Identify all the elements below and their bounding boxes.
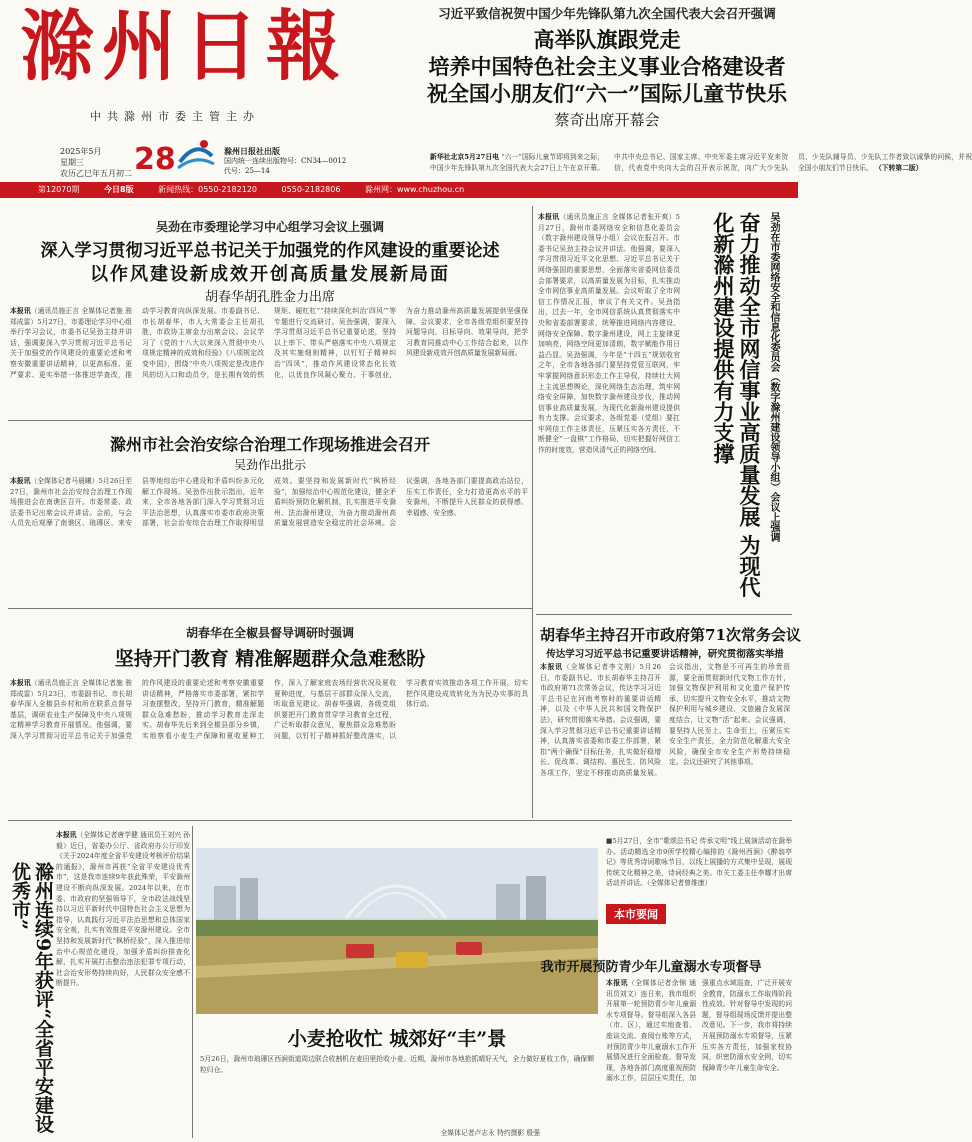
top-story-headline-1: 高举队旗跟党走 — [533, 27, 681, 52]
publisher-info — [224, 146, 346, 176]
safety-story-body — [56, 830, 190, 1136]
drowning-headline: 我市开展预防青少年儿童溺水专项督导 — [540, 960, 762, 975]
story4-headline: 胡春华主持召开市政府第71次常务会议 — [540, 626, 801, 644]
story3-body — [10, 678, 528, 810]
side-story-text: （通讯员施正言 全媒体记者张开爽）5月27日，滁州市委网络安全和信息化委员会（数字滁州建设领导小组）会议在报召开。市委书记吴劲主持会议并讲话。他强调，要深入学习贯彻习近平文化思想、习近平总书记关于网络强国的重要思想，全面落实省委网信委员会部署要求，以高质量发展为目标，扎实推动全市网信事业高质量发展。会议听取了全市网信工作情况汇报，审议了有关文件。吴劲指出，过去一年，全市网信系统认真贯彻落实中央和省委部署要求，统筹推进网络内容建设、网络安全保障、数字滁州建设，网上主旋律更加响亮，网络空间更加清朗，数字赋能作用日益凸显。吴劲强调，今年是“十四五”规划收官之年，全市各地各部门要坚持党管互联网，牢牢掌握网络意识形态工作主导权，持续壮大网上主流思想舆论，深化网络生态治理，筑牢网络安全屏障，加快数字滁州建设步伐，推动网信事业高质量发展，为现代化新滁州建设提供有力支撑。会议要求，各级党委（党组）要扛牢网信工作主体责任，压紧压实各方责任，不断健全“一盘棋”工作格局，切实把握好网信工作的时度效，营造风清气正的网络空间。 — [538, 213, 680, 455]
side-story-kicker: 吴劲在市委网络安全和信息化委员会（数字滁州建设领导小组）会议上强调 — [768, 212, 779, 542]
newspaper-logo: 滁州日報 — [20, 2, 348, 92]
local-news-snippet — [606, 836, 792, 900]
publisher-cn: 国内统一连续出版物号：CN34—0012 — [224, 157, 347, 165]
photo-caption: 5月26日，滁州市琅琊区西涧街道周边联合收割机在麦田里抢收小麦。近期，滁州市各地抢抓晴好天气，全力做好夏收工作，确保颗粒归仓。 — [200, 1055, 594, 1074]
divider — [8, 608, 532, 609]
local-snippet-byline: （全媒体记者曾维康） — [646, 879, 712, 888]
drowning-byline: 本报讯 — [606, 979, 628, 987]
continued-note[interactable]: （下转第二版） — [874, 163, 923, 172]
story3-byline: 本报讯 — [10, 679, 31, 687]
top-story-subhead: 蔡奇出席开幕会 — [554, 111, 660, 129]
safety-story-byline: 本报讯 — [56, 831, 77, 839]
story1-subhead: 胡春华胡孔胜金力出席 — [204, 290, 335, 305]
issue-day: 28 — [134, 142, 176, 177]
local-snippet-text: ■5月27日，全市“歌颂总书记 传承文明”线上展演活动在滁举办。活动精选全市9所学校精心编排的《滁州西涧》《醉翁亭记》等优秀诗词歌咏节目，以线上展播的方式集中呈现，展现传统文化精神之美，诗词经典之美。市关工委主任李耀才出席活动并讲话。 — [606, 837, 792, 888]
info-bar — [0, 182, 798, 198]
publisher-name: 滁州日报社出版 — [224, 146, 280, 156]
wheat-harvest-photo — [196, 848, 598, 1014]
top-story-body — [430, 152, 972, 176]
photo-credit: 全媒体记者卢志永 特约摄影 殷强 — [440, 1129, 540, 1137]
side-story-headline: 奋力推动全市网信事业高质量发展 为现代化新滁州建设提供有力支撑 — [711, 212, 762, 598]
story1-body — [10, 306, 528, 410]
date-lunar: 农历乙巳年五月初二 — [60, 169, 132, 178]
story2-body — [10, 476, 528, 596]
column-divider — [192, 826, 193, 1138]
story3-kicker: 胡春华在全椒县督导调研时强调 — [185, 626, 354, 640]
emblem-icon — [176, 136, 216, 172]
harvest-scene-image — [196, 848, 598, 1014]
story1-headline-2: 以作风建设新成效开创高质量发展新局面 — [90, 264, 450, 285]
divider — [8, 820, 792, 821]
side-story-body — [538, 212, 680, 610]
divider — [536, 614, 792, 615]
issue-date — [60, 146, 132, 179]
issue-number: 第12070期 — [38, 185, 80, 194]
story2-subhead: 吴劲作出批示 — [233, 458, 306, 472]
story3-headline: 坚持开门教育 精准解题群众急难愁盼 — [114, 648, 426, 670]
safety-story-headline: 滁州连续9年获评“全省平安建设优秀市” — [9, 862, 54, 1134]
side-story-byline: 本报讯 — [538, 213, 560, 221]
story4-byline: 本报讯 — [540, 663, 563, 671]
top-story-text: “六一”国际儿童节即将到来之际，中国少年先锋队第九次全国代表大会27日上午在京开幕。中共中央总书记、国家主席、中央军委主席习近平发来贺信，代表党中央向大会的召开表示祝贺，向广大少先队员、少先队辅导员、少先队工作者致以诚挚的问候，并祝全国小朋友们节日快乐。 — [430, 153, 972, 172]
divider — [8, 420, 532, 421]
date-year-month: 2025年5月 — [60, 147, 102, 156]
masthead-motto: 中共滁州市委主管主办 — [90, 110, 260, 123]
drowning-body — [606, 978, 792, 1136]
publisher-code: 代号：25—14 — [224, 167, 270, 175]
hotline-phones: 0550-2182806 — [281, 185, 341, 194]
column-divider — [532, 206, 533, 818]
news-hotline: 新闻热线：0550-2182120 — [158, 185, 257, 194]
local-news-banner: 本市要闻 — [606, 904, 666, 924]
story1-text: （通讯员施正言 全媒体记者施 骏 郑成雷）5月27日，市委理论学习中心组举行学习会议，市委书记吴劲主持并讲话，强调要深入学习贯彻习近平总书记关于加强党的作风建设的重要论述和考察安徽重要讲话精神，以更高标准、更严要求、更实举措一体推进学查改，推动学习教育向纵深发展。市委副书记、市长胡春华，市人大常委会主任胡孔胜，市政协主席金力出席会议。会议学习了《党的十八大以来深入贯彻中央八项规定精神的成效和经验》《八项规定改变中国》，围绕“中央八项规定是改进作风的切入口和动员令，是长期有效的铁规矩、硬杠杠”“持续深化纠治‘四风’”等专题进行交流研讨。吴劲强调，要深入学习贯彻习近平总书记重要论述，坚持以上率下、带头严格落实中央八项规定及其实施细则精神，以钉钉子精神纠治“四风”，推动作风建设常态化长效化，以优良作风凝心聚力、干事创业，为奋力推动滁州高质量发展提供坚强保障。会议要求，全市各级党组织要坚持问题导向、目标导向、效果导向，把学习教育同推动中心工作结合起来，以作风建设新成效开创高质量发展新局面。 — [10, 307, 528, 379]
story4-subhead: 传达学习习近平总书记重要讲话精神，研究贯彻落实举措 — [546, 649, 784, 660]
story2-text: （全媒体记者马晨曦）5月26日至27日，滁州市社会治安综合治理工作现场推进会在南谯区召开。市委常委、政法委书记出席会议并讲话。会前，与会人员先后观摩了南谯区、琅琊区、来安县等地综治中心建设和矛盾纠纷多元化解工作现场。吴劲作出批示指出，近年来，全市各地各部门深入学习贯彻习近平法治思想，认真落实市委市政府决策部署，社会治安综合治理工作取得明显成效。要坚持和发展新时代“枫桥经验”，加强综治中心规范化建设，健全矛盾纠纷预防化解机制，扎实推进平安滁州、法治滁州建设，为奋力推动滁州高质量发展营造安全稳定的社会环境。会议强调，各地各部门要提高政治站位，压实工作责任，全力打造更高水平的平安滁州，不断提升人民群众的获得感、幸福感、安全感。 — [10, 477, 528, 528]
date-weekday: 星期三 — [60, 158, 84, 167]
top-story-kicker: 习近平致信祝贺中国少年先锋队第九次全国代表大会召开强调 — [438, 6, 776, 21]
story2-byline: 本报讯 — [10, 477, 31, 485]
top-story-headline-3: 祝全国小朋友们“六一”国际儿童节快乐 — [426, 81, 788, 106]
website-link[interactable]: 滁州网：www.chuzhou.cn — [364, 185, 465, 194]
drowning-text: （全媒体记者余锦 通讯员刘文）连日来，我市组织开展第一轮预防青少年儿童溺水专项督导。督导组深入各县（市、区），通过实地查看、座谈交流、查阅台账等方式，对预防青少年儿童溺水工作开展情况进行全面检查。督导发现，各地各部门高度重视预防溺水工作，层层压实责任，加强重点水域巡查，广泛开展安全教育，防溺水工作取得阶段性成效。针对督导中发现的问题，督导组现场反馈并提出整改意见。下一步，我市将持续开展预防溺水专项督导，压紧压实各方责任，加强家校协同，织密防溺水安全网，切实保障青少年儿童生命安全。 — [606, 979, 792, 1083]
story1-headline-1: 深入学习贯彻习近平总书记关于加强党的作风建设的重要论述 — [40, 241, 500, 261]
masthead — [6, 2, 418, 178]
safety-story-text: （全媒体记者唐学健 通讯员王刘兴 孙 毅）近日，省委办公厅、省政府办公厅印发《关于2024年度全省平安建设考核评价结果的通报》，滁州市再获“全省平安建设优秀市”，这是我市连续9年获此殊荣，平安滁州建设不断向纵深发展。2024年以来，在市委、市政府的坚强领导下，全市政法战线坚持以习近平新时代中国特色社会主义思想为指导，认真践行习近平法治思想和总体国家安全观，扎实有效推进平安滁州建设。全市坚持和发展新时代“枫桥经验”，深入推进综治中心规范化建设，加强矛盾纠纷排查化解，扎实开展打击整治违法犯罪专项行动，社会治安形势持续向好，人民群众安全感不断提升。 — [56, 831, 191, 988]
story4-text: （全媒体记者李文刚）5月26日，市委副书记、市长胡春华主持召开市政府第71次常务会议，传达学习习近平总书记在河南考察时的重要讲话精神，以及《中华人民共和国文物保护法》，研究贯彻落实举措。会议强调，要深入学习贯彻习近平总书记重要讲话精神，认真落实省委和市委工作部署，紧扣“两个确保”目标任务，扎实做好稳增长、促改革、调结构、惠民生、防风险各项工作，坚定不移推动高质量发展。会议指出，文物是不可再生的珍贵资源，要全面贯彻新时代文物工作方针，加强文物保护利用和文化遗产保护传承，切实提升文物安全水平，推动文物保护利用与城乡建设、文旅融合发展深度结合，让文物“活”起来。会议强调，要坚持人民至上、生命至上，压紧压实安全生产责任，全力防范化解重大安全风险，确保全市安全生产形势持续稳定。会议还研究了其他事项。 — [540, 663, 790, 777]
story4-body — [540, 662, 790, 816]
top-story-dateline: 新华社北京5月27日电 — [430, 153, 500, 161]
story1-kicker: 吴劲在市委理论学习中心组学习会议上强调 — [155, 220, 384, 234]
story3-text: （通讯员施正言 全媒体记者施 骏 郑成雷）5月23日，市委副书记、市长胡春华深入全椒县乡村和所在联系点督导基层，调研农业生产保障及中央八项规定精神学习教育开展情况。他强调，要深入学习贯彻习近平总书记关于加强党的作风建设的重要论述和考察安徽重要讲话精神，严格落实市委部署，紧扣学习查摆整改，坚持开门教育，精准解题群众急难愁盼，推动学习教育走深走实。胡春华先后来到全椒县部分乡镇，实地察看小麦生产保障和夏收夏种工作，深入了解家庭农场经营状况及夏收夏种进度，与基层干部群众深入交流，听取意见建议。胡春华强调，各级党组织要把开门教育贯穿学习教育全过程，广泛听取群众意见，聚焦群众急难愁盼问题，以钉钉子精神抓好整改落实，以学习教育实效推动各项工作开展，切实把作风建设成效转化为为民办实事的具体行动。 — [10, 679, 528, 740]
photo-headline: 小麦抢收忙 城郊好“丰”景 — [287, 1028, 507, 1050]
page-count: 今日8版 — [104, 185, 134, 194]
top-story-headline-2: 培养中国特色社会主义事业合格建设者 — [428, 54, 786, 79]
story2-headline: 滁州市社会治安综合治理工作现场推进会召开 — [109, 435, 430, 454]
story1-byline: 本报讯 — [10, 307, 31, 315]
